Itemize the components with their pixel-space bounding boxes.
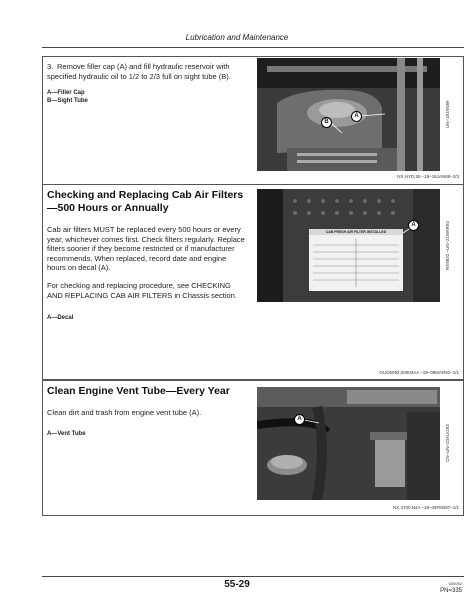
callout-a: A — [408, 220, 419, 231]
legend-item: A—Vent Tube — [47, 430, 86, 437]
step-3 — [47, 62, 247, 81]
section-fill-hydraulic — [42, 56, 464, 187]
image-code: CN–UN–23AUG93 — [445, 424, 450, 463]
cab-filter-decal-photo — [257, 189, 440, 302]
legend-item: A—Decal — [47, 315, 74, 322]
step-number: 3. — [47, 62, 54, 71]
legend-item: B—Sight Tube — [47, 98, 88, 105]
section-title: Clean Engine Vent Tube—Every Year — [47, 385, 230, 397]
section-engine-vent-tube — [42, 380, 464, 516]
hydraulic-reservoir-photo — [257, 58, 440, 171]
legend-item: A—Filler Cap — [47, 90, 85, 97]
page-number: 55-29 — [224, 579, 250, 590]
footer-rule — [42, 576, 464, 577]
callout-b: B — [321, 117, 332, 128]
header-rule — [42, 47, 464, 48]
image-code: UN–18JAN89 — [445, 100, 450, 129]
paragraph: Cab air filters MUST be replaced every 500 hours or every year, whichever comes first. Check filters regularly. Replace filters sooner if they become restricted or if manufacturer recommends. When replaced, record date and engine hours on decal (A). — [47, 225, 245, 273]
figure-caption: NX,HYD,55 –19–15JAN88–2/3 — [397, 174, 459, 179]
footer-pn: PN=335 — [440, 588, 462, 594]
paragraph: For checking and replacing procedure, see CHECKING AND REPLACING CAB AIR FILTERS in Chassis section. — [47, 280, 237, 300]
figure-caption: NX,4700,N2A –19–06FEB97–1/1 — [392, 505, 459, 510]
callout-a: A — [351, 111, 362, 122]
decal-heading: CAB FRESH AIR FILTER INSTALLED — [325, 230, 387, 234]
figure-caption: OUO6092,00003AA –19–09MAR92–1/1 — [379, 370, 459, 375]
image-code: RX9832 –UN–21MAR92 — [445, 220, 450, 271]
page-header: Lubrication and Maintenance — [185, 33, 289, 42]
step-text: Remove filler cap (A) and fill hydraulic reservoir with specified hydraulic oil to 1/2 to 2/3 full on sight tube (B). — [47, 62, 231, 81]
paragraph: Clean dirt and trash from engine vent tube (A). — [47, 408, 202, 417]
section-cab-air-filters — [42, 184, 464, 380]
callout-a: A — [294, 414, 305, 425]
engine-vent-tube-photo — [257, 387, 440, 500]
section-title: Checking and Replacing Cab Air Filters—500 Hours or Annually — [47, 189, 244, 214]
footer-code: 030092 — [448, 581, 462, 586]
